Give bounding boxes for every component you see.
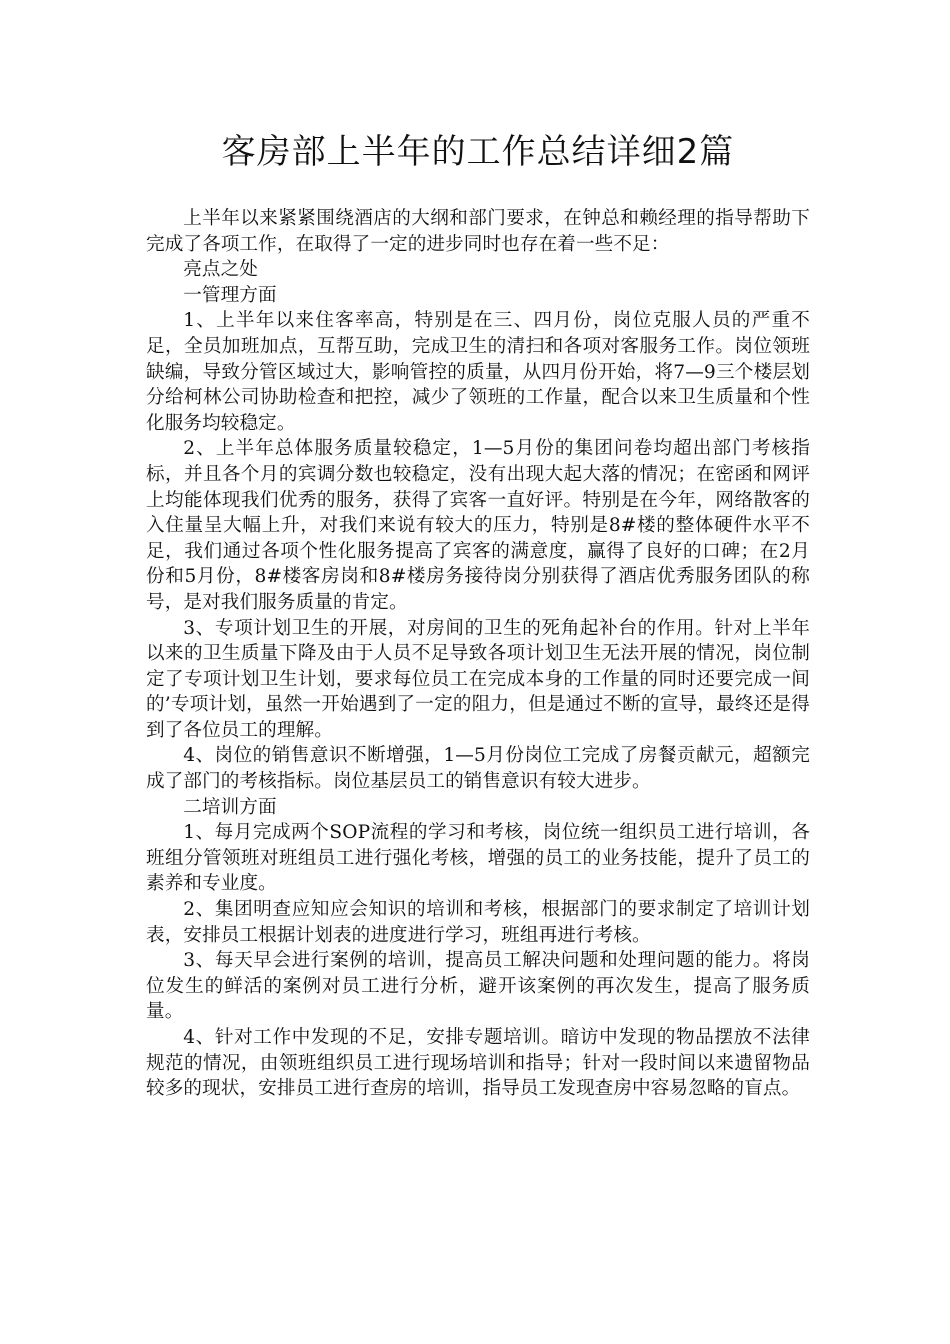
paragraph-training-1: 1、每月完成两个SOP流程的学习和考核，岗位统一组织员工进行培训，各班组分管领班对班组员工进行强化考核，增强的员工的业务技能，提升了员工的素养和专业度。 — [146, 822, 810, 895]
document-body — [146, 206, 810, 1102]
paragraph-management-2: 2、上半年总体服务质量较稳定，1—5月份的集团问卷均超出部门考核指标，并且各个月的宾调分数也较稳定，没有出现大起大落的情况；在密函和网评上均能体现我们优秀的服务，获得了宾客一直好评。特别是在今年，网络散客的入住量呈大幅上升，对我们来说有较大的压力，特别是8#楼的整体硬件水平不足，我们通过各项个性化服务提高了宾客的满意度，赢得了良好的口碑；在2月份和5月份，8#楼客房岗和8#楼房务接待岗分别获得了酒店优秀服务团队的称号，是对我们服务质量的肯定。 — [146, 438, 810, 613]
paragraph-intro: 上半年以来紧紧围绕酒店的大纲和部门要求，在钟总和赖经理的指导帮助下完成了各项工作，在取得了一定的进步同时也存在着一些不足： — [146, 208, 810, 255]
document-page — [146, 128, 810, 1102]
paragraph-management-4: 4、岗位的销售意识不断增强，1—5月份岗位工完成了房餐贡献元，超额完成了部门的考核指标。岗位基层员工的销售意识有较大进步。 — [146, 745, 810, 793]
section-heading-management: 一管理方面 — [183, 284, 277, 306]
paragraph-training-3: 3、每天早会进行案例的培训，提高员工解决问题和处理问题的能力。将岗位发生的鲜活的案例对员工进行分析，避开该案例的再次发生，提高了服务质量。 — [146, 950, 810, 1023]
paragraph-training-2: 2、集团明查应知应会知识的培训和考核，根据部门的要求制定了培训计划表，安排员工根据计划表的进度进行学习，班组再进行考核。 — [146, 899, 810, 946]
paragraph-management-3: 3、专项计划卫生的开展，对房间的卫生的死角起补台的作用。针对上半年以来的卫生质量下降及由于人员不足导致各项计划卫生无法开展的情况，岗位制定了专项计划卫生计划，要求每位员工在完成本身的工作量的同时还要完成一间的’专项计划，虽然一开始遇到了一定的阻力，但是通过不断的宣导，最终还是得到了各位员工的理解。 — [146, 617, 810, 741]
section-heading-training: 二培训方面 — [183, 796, 277, 818]
paragraph-management-1: 1、上半年以来住客率高，特别是在三、四月份，岗位克服人员的严重不足，全员加班加点，互帮互助，完成卫生的清扫和各项对客服务工作。岗位领班缺编，导致分管区域过大，影响管控的质量，从四月份开始，将7—9三个楼层划分给柯林公司协助检查和把控，减少了领班的工作量，配合以来卫生质量和个性化服务均较稳定。 — [146, 310, 810, 434]
document-title: 客房部上半年的工作总结详细2篇 — [221, 132, 735, 172]
paragraph-training-4: 4、针对工作中发现的不足，安排专题培训。暗访中发现的物品摆放不法律规范的情况，由领班组织员工进行现场培训和指导；针对一段时间以来遗留物品较多的现状，安排员工进行查房的培训，指导员工发现查房中容易忽略的盲点。 — [146, 1027, 810, 1100]
section-heading-highlights: 亮点之处 — [183, 259, 258, 281]
